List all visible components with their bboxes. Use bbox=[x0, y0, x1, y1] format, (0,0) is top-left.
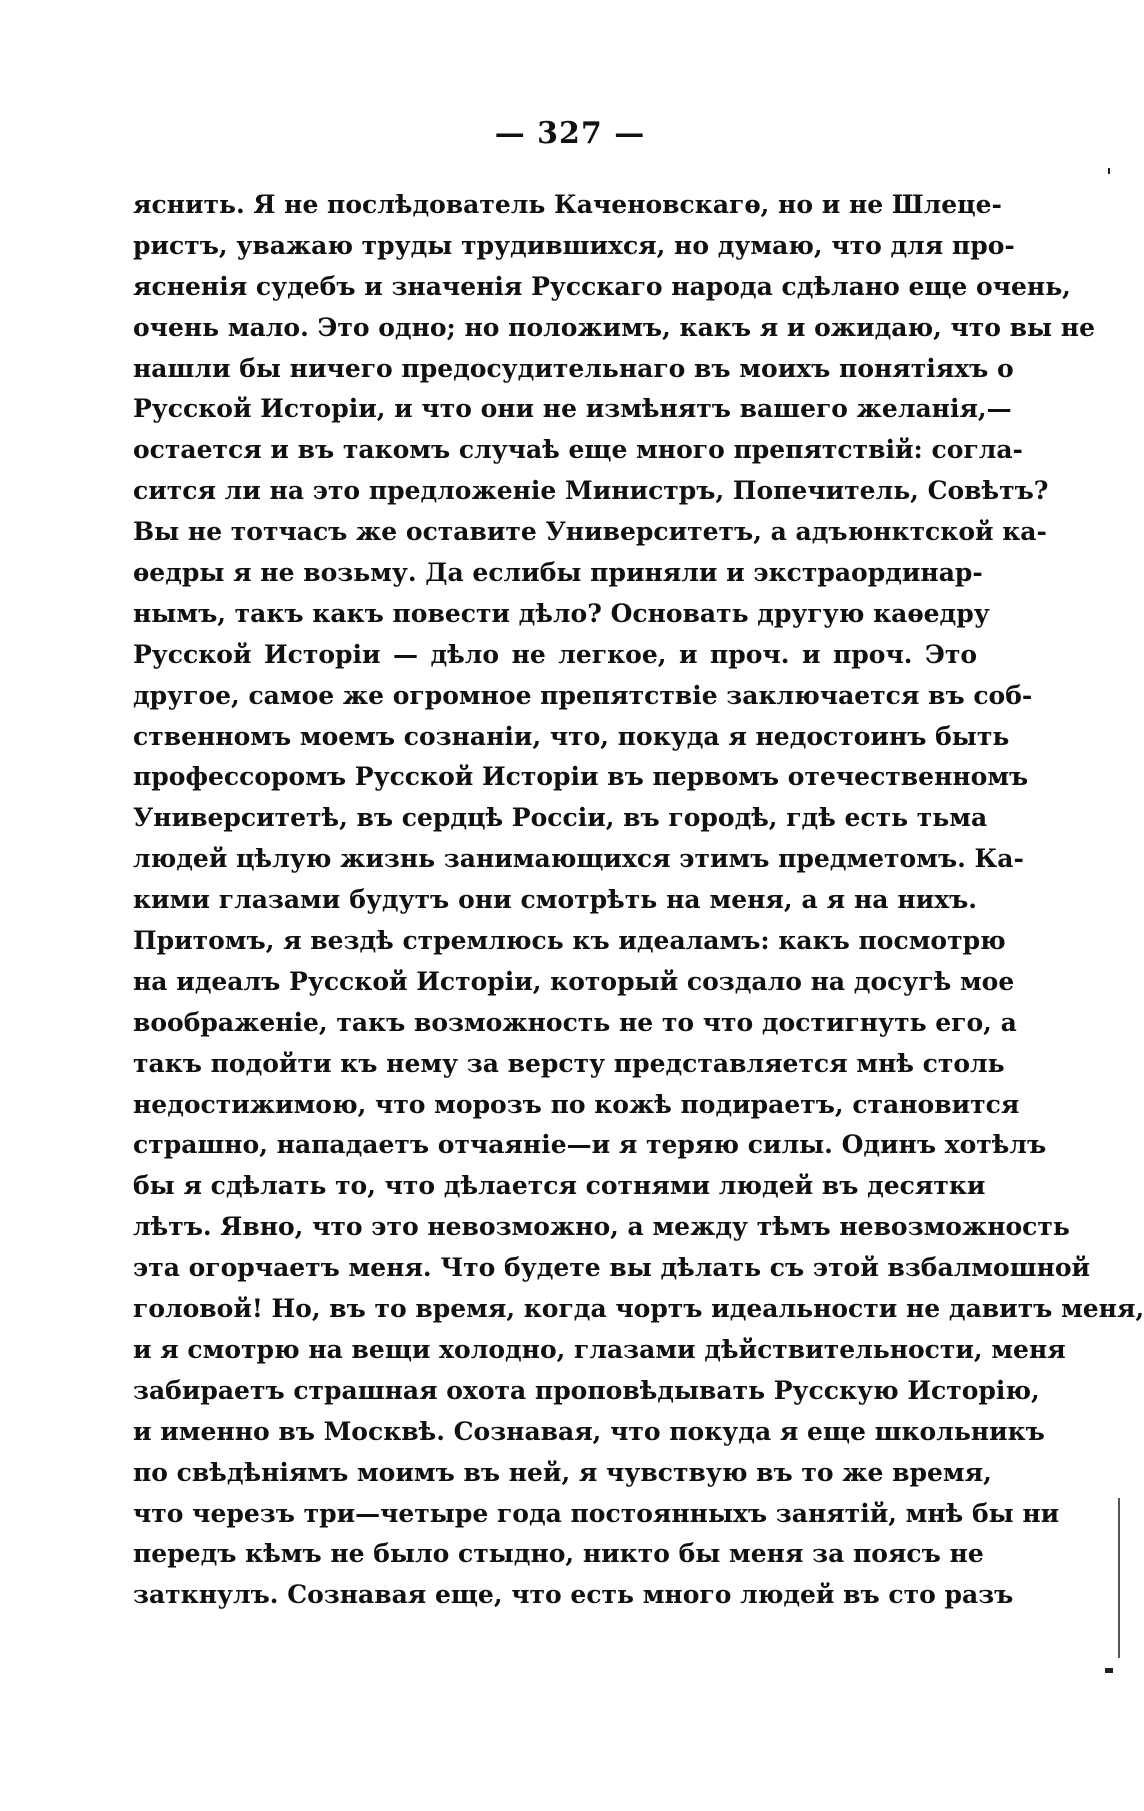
text-line: ристъ, уважаю труды трудившихся, но думаю, что для про- bbox=[133, 230, 1015, 260]
text-line: остается и въ такомъ случаѣ еще много препятствій: согла- bbox=[133, 435, 1023, 465]
scan-edge-line bbox=[1118, 1498, 1120, 1658]
text-line: ясненія судебъ и значенія Русскаго народа сдѣлано еще очень, bbox=[133, 271, 1071, 301]
text-line: передъ кѣмъ не было стыдно, никто бы меня за поясъ не bbox=[133, 1539, 984, 1569]
text-line: другое, самое же огромное препятствіе заключается въ соб- bbox=[133, 680, 1033, 710]
text-line: нашли бы ничего предосудительнаго въ моихъ понятіяхъ о bbox=[133, 353, 1014, 383]
text-line: что черезъ три—четыре года постоянныхъ занятій, мнѣ бы ни bbox=[133, 1498, 1060, 1528]
text-line: бы я сдѣлать то, что дѣлается сотнями людей въ десятки bbox=[133, 1171, 986, 1201]
text-line: и именно въ Москвѣ. Сознавая, что покуда я еще школьникъ bbox=[133, 1416, 1045, 1446]
text-line: профессоромъ Русской Исторіи въ первомъ отечественномъ bbox=[133, 762, 1029, 792]
text-line: ѳедры я не возьму. Да еслибы приняли и экстраординар- bbox=[133, 558, 983, 588]
text-line: головой! Но, въ то время, когда чортъ идеальности не давитъ меня, bbox=[133, 1294, 1144, 1324]
page-number: — 327 — bbox=[494, 116, 646, 151]
text-line: Притомъ, я вездѣ стремлюсь къ идеаламъ: какъ посмотрю bbox=[133, 926, 1006, 956]
text-line: воображеніе, такъ возможность не то что достигнуть его, а bbox=[133, 1007, 1017, 1037]
text-line: очень мало. Это одно; но положимъ, какъ я и ожидаю, что вы не bbox=[133, 312, 1095, 342]
text-line: Русской Исторіи, и что они не измѣнятъ вашего желанія,— bbox=[133, 394, 1012, 424]
text-line: людей цѣлую жизнь занимающихся этимъ предметомъ. Ка- bbox=[133, 844, 1024, 874]
text-line: нымъ, такъ какъ повести дѣло? Основать другую каѳедру bbox=[133, 598, 990, 628]
text-line: заткнулъ. Сознавая еще, что есть много людей въ сто разъ bbox=[133, 1580, 1014, 1610]
text-line: ственномъ моемъ сознаніи, что, покуда я недостоинъ быть bbox=[133, 721, 1010, 751]
text-line: недостижимою, что морозъ по кожѣ подираетъ, становится bbox=[133, 1089, 1020, 1119]
body-text bbox=[133, 185, 1144, 1616]
text-line: забираетъ страшная охота проповѣдывать Русскую Исторію, bbox=[133, 1375, 1040, 1405]
text-line: такъ подойти къ нему за версту представляется мнѣ столь bbox=[133, 1048, 1005, 1078]
scan-speck bbox=[1105, 1668, 1113, 1673]
text-line: эта огорчаетъ меня. Что будете вы дѣлать съ этой взбалмошной bbox=[133, 1253, 1091, 1283]
text-line: по свѣдѣніямъ моимъ въ ней, я чувствую въ то же время, bbox=[133, 1457, 992, 1487]
text-line: и я смотрю на вещи холодно, глазами дѣйствительности, меня bbox=[133, 1334, 1066, 1364]
text-line: Русской Исторіи — дѣло не легкое, и проч. и проч. Это bbox=[133, 639, 977, 669]
text-line: на идеалъ Русской Исторіи, который создало на досугѣ мое bbox=[133, 966, 1015, 996]
text-line: яснить. Я не послѣдователь Каченовскагѳ, но и не Шлеце- bbox=[133, 190, 1002, 219]
text-line: сится ли на это предложеніе Министръ, Попечитель, Совѣтъ? bbox=[133, 476, 1049, 506]
text-line: Вы не тотчасъ же оставите Университетъ, а адъюнктской ка- bbox=[133, 517, 1047, 547]
text-line: Университетѣ, въ сердцѣ Россіи, въ городѣ, гдѣ есть тьма bbox=[133, 803, 988, 833]
text-line: лѣтъ. Явно, что это невозможно, а между тѣмъ невозможность bbox=[133, 1212, 1070, 1242]
scan-speck bbox=[1108, 168, 1110, 174]
text-line: страшно, нападаетъ отчаяніе—и я теряю силы. Одинъ хотѣлъ bbox=[133, 1130, 1047, 1160]
text-line: кими глазами будутъ они смотрѣть на меня, а я на нихъ. bbox=[133, 885, 977, 915]
